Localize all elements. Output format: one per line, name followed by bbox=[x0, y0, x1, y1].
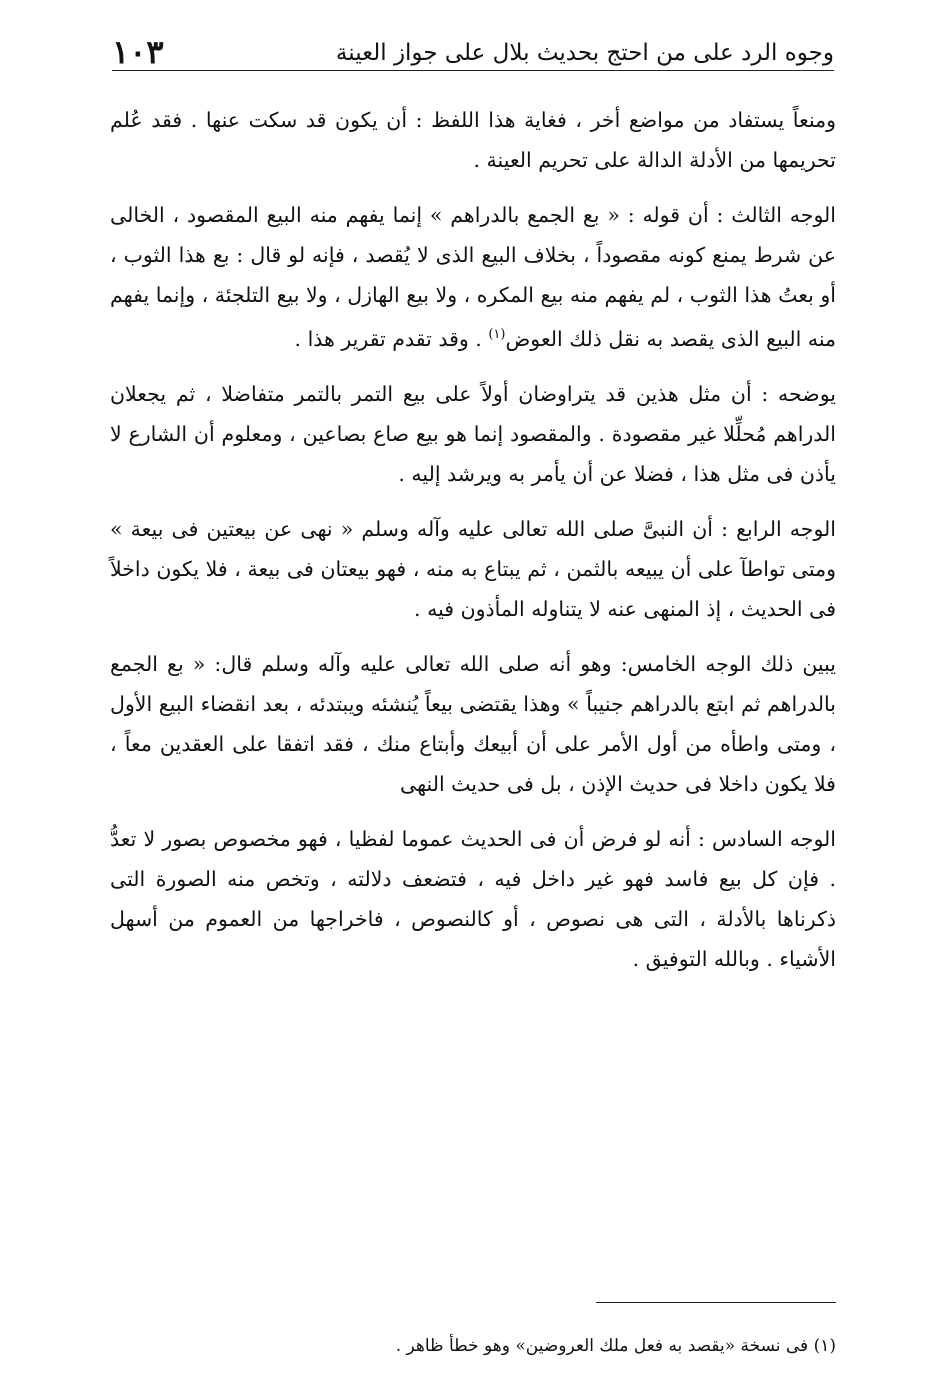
running-head: وجوه الرد على من احتج بحديث بلال على جواز العينة bbox=[335, 40, 834, 67]
footnote: (١) فى نسخة «يقصد به فعل ملك العروضين» وهو خطأ ظاهر . bbox=[395, 1336, 836, 1356]
paragraph-1 bbox=[110, 100, 836, 180]
paragraph-6 bbox=[110, 819, 836, 979]
paragraph-3-text: يوضحه : أن مثل هذين قد يتراوضان أولاً على بيع التمر بالتمر متفاضلا ، ثم يجعلان الدراهم مُحلِّلا غير مقصودة . والمقصود إنما هو بيع صاع بصاعين ، ومعلوم أن الشارع لا يأذن فى مثل هذا ، فضلا عن أن يأمر به ويرشد إليه . bbox=[110, 381, 836, 486]
footnote-reference: (١) bbox=[488, 327, 506, 342]
paragraph-5 bbox=[110, 644, 836, 804]
paragraph-1-text: ومنعاً يستفاد من مواضع أخر ، فغاية هذا اللفظ : أن يكون قد سكت عنها . فقد عُلم تحريمها من الأدلة الدالة على تحريم العينة . bbox=[110, 108, 836, 172]
paragraph-4-text: الوجه الرابع : أن النبىَّ صلى الله تعالى عليه وآله وسلم « نهى عن بيعتين فى بيعة » ومتى تواطآ على أن يبيعه بالثمن ، ثم يبتاع به منه ، فهو بيعتان فى بيعة ، فلا يكون داخلاً فى الحديث ، إذ المنهى عنه لا يتناوله المأذون فيه . bbox=[110, 516, 836, 621]
page-header bbox=[112, 22, 834, 71]
paragraph-3 bbox=[110, 374, 836, 494]
paragraph-2-text: الوجه الثالث : أن قوله : « بع الجمع بالدراهم » إنما يفهم منه البيع المقصود ، الخالى عن شرط يمنع كونه مقصوداً ، بخلاف البيع الذى لا يُقصد ، فإنه لو قال : بع هذا الثوب ، أو بعتُ هذا الثوب ، لم يفهم منه بيع المكره ، ولا بيع الهازل ، ولا بيع التلجئة ، وإنما يفهم منه البيع الذى يقصد به نقل ذلك العوض bbox=[110, 203, 836, 351]
body-text bbox=[110, 100, 836, 994]
page-number: ١٠٣ bbox=[112, 33, 164, 71]
paragraph-4 bbox=[110, 509, 836, 629]
paragraph-2 bbox=[110, 195, 836, 359]
header-rule bbox=[112, 70, 834, 71]
paragraph-5-text: يبين ذلك الوجه الخامس: وهو أنه صلى الله تعالى عليه وآله وسلم قال: « بع الجمع بالدراهم ثم ابتع بالدراهم جنيباً » وهذا يقتضى بيعاً يُنشئه ويبتدئه ، بعد انقضاء البيع الأول ، ومتى واطأه من أول الأمر على أن أبيعك وأبتاع منك ، فقد اتفقا على العقدين معاً ، فلا يكون داخلا فى حديث الإذن ، بل فى حديث النهى bbox=[110, 651, 836, 796]
paragraph-6-text: الوجه السادس : أنه لو فرض أن فى الحديث عموما لفظيا ، فهو مخصوص بصور لا تعدُّ . فإن كل بيع فاسد فهو غير داخل فيه ، فتضعف دلالته ، وتخص منه الصورة التى ذكرناها بالأدلة ، التى هى نصوص ، أو كالنصوص ، فاخراجها من العموم من أسهل الأشياء . وبالله التوفيق . bbox=[110, 826, 836, 971]
footnote-rule bbox=[596, 1302, 836, 1303]
paragraph-2-text-after: . وقد تقدم تقرير هذا . bbox=[294, 326, 489, 351]
